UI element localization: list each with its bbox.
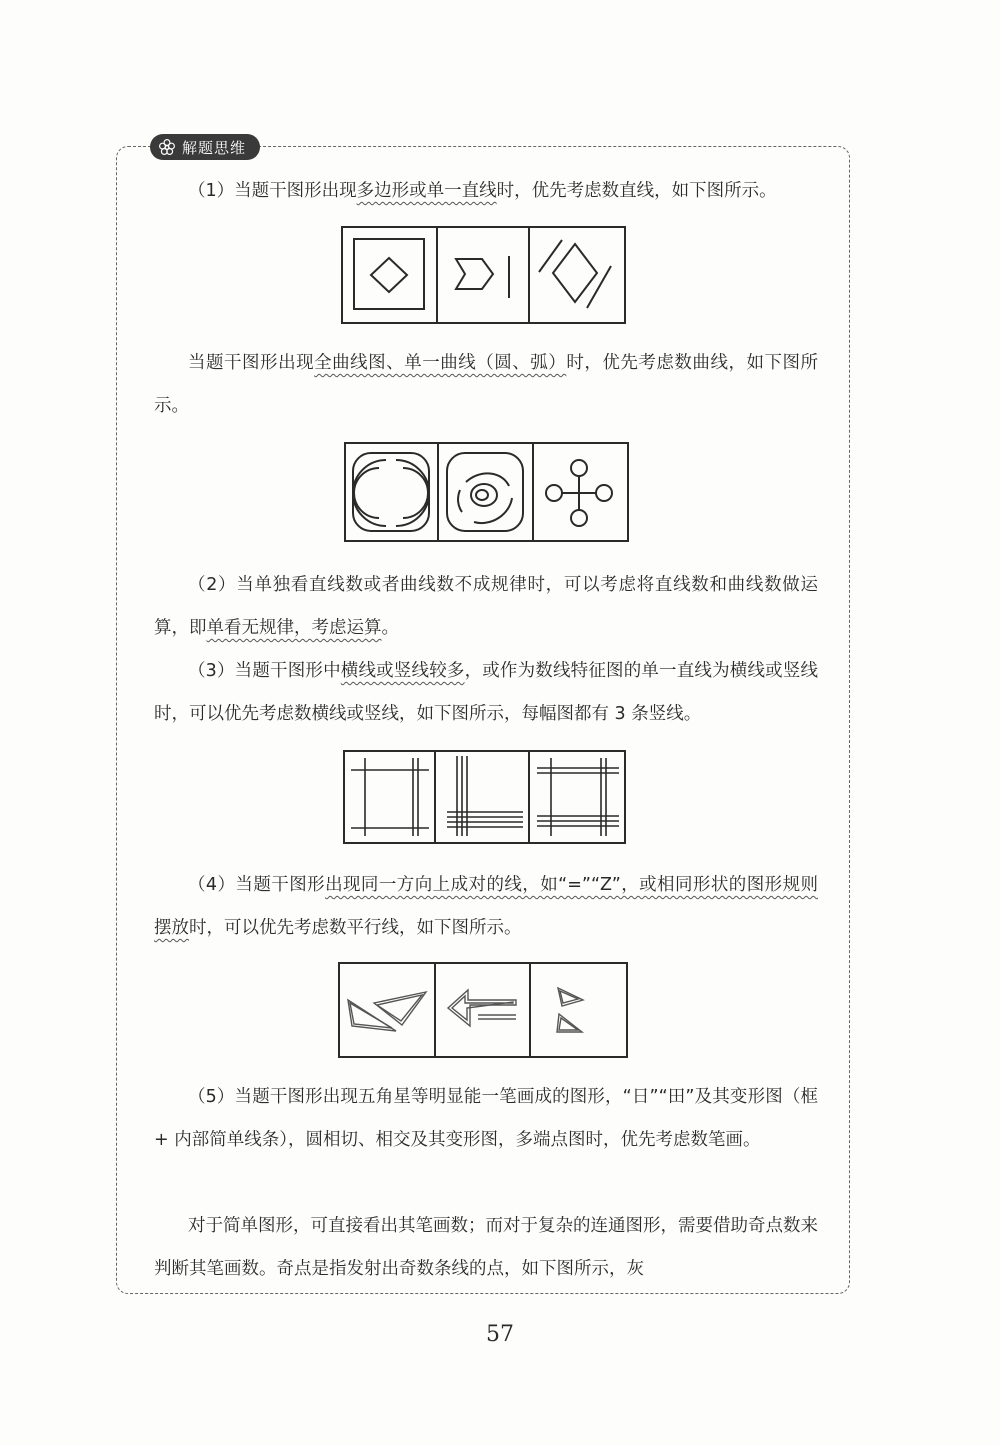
paragraph-1	[154, 170, 818, 213]
p2-emphasis: 全曲线图、单一曲线（圆、弧）	[314, 353, 567, 373]
p4-lead: （3）当题干图形中	[188, 661, 341, 681]
figure-parallel-lines	[338, 962, 628, 1058]
figure-curves	[344, 442, 629, 542]
p2-lead: 当题干图形出现	[188, 353, 315, 373]
p1-emphasis: 多边形或单一直线	[356, 181, 497, 201]
p1-tail: 时，优先考虑数直线，如下图所示。	[496, 181, 777, 201]
paragraph-3	[154, 564, 818, 650]
figure-vertical-lines-svg	[343, 750, 626, 844]
p1-lead: （1）当题干图形出现	[188, 181, 357, 201]
paragraph-4	[154, 650, 818, 736]
paragraph-7: 对于简单图形，可直接看出其笔画数；而对于复杂的连通图形，需要借助奇点数来判断其笔画数。奇点是指发射出奇数条线的点，如下图所示，灰	[154, 1216, 818, 1279]
paragraph-6: （5）当题干图形出现五角星等明显能一笔画成的图形，“日”“田”及其变形图（框 + 内部简单线条），圆相切、相交及其变形图，多端点图时，优先考虑数笔画。	[154, 1087, 818, 1150]
badge-label: 解题思维	[182, 138, 247, 157]
p4-tail: ，或作为数线特征图的单一直线为横线或竖线时，可以优先考虑数横线或竖线，如下图所示，每幅图都有 3 条竖线。	[154, 661, 819, 724]
page-number: 57	[486, 1322, 514, 1347]
figure-curves-svg	[344, 442, 629, 542]
p3-tail: 。	[381, 618, 399, 638]
flower-icon	[158, 138, 176, 156]
p3-lead: （2）当单独看直线数或者曲线数不成规律时，可以考虑将直线数和曲线数做运算，即	[154, 575, 818, 638]
figure-vertical-lines	[343, 750, 626, 844]
p5-lead: （4）当题干图形	[188, 875, 326, 895]
p3-emphasis: 单看无规律，考虑运算	[206, 618, 382, 638]
p5-tail: 时，可以优先考虑数平行线，如下图所示。	[189, 918, 522, 938]
section-badge	[150, 134, 260, 160]
p4-emphasis: 横线或竖线较多	[340, 661, 465, 681]
p2-tail: 时，优先考虑数曲线，如下图所示。	[154, 353, 819, 416]
figure-straight-lines	[341, 226, 626, 324]
figure-straight-lines-svg	[341, 226, 626, 324]
figure-parallel-lines-svg	[338, 962, 628, 1058]
paragraph-2	[154, 342, 818, 428]
p5-emphasis: 出现同一方向上成对的线，如“=”“Z”，或相同形状的图形规则摆放	[154, 875, 818, 938]
paragraph-5	[154, 864, 818, 950]
